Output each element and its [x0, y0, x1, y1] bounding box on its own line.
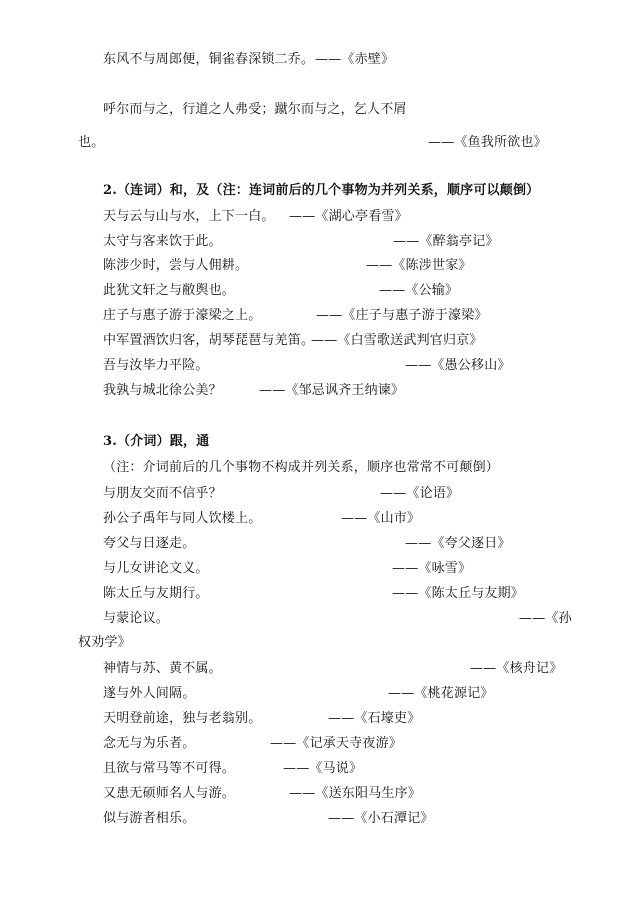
source-citation: ——《白雪歌送武判官归京》 [311, 333, 483, 348]
source-citation: ——《邹忌讽齐王纳谏》 [259, 383, 405, 398]
source-citation: ——《石壕吏》 [328, 711, 421, 726]
text-line: 又患无硕师名人与游。 [103, 786, 236, 801]
text-line: 孙公子禹年与同人饮楼上。 [103, 511, 262, 526]
source-citation: ——《论语》 [380, 486, 460, 501]
source-citation: ——《记承天寺夜游》 [270, 736, 403, 751]
text-line: 中军置酒饮归客，胡琴琵琶与羌笛。 [103, 333, 315, 348]
section-note: （注：介词前后的几个事物不构成并列关系，顺序也常常不可颠倒） [103, 460, 500, 475]
text-line: 陈太丘与友期行。 [103, 586, 209, 601]
source-citation: ——《夸父逐日》 [405, 536, 511, 551]
source-citation: ——《核舟记》 [470, 661, 563, 676]
text-line: 吾与汝毕力平险。 [103, 358, 209, 373]
text-line: 天与云与山与水，上下一白。 [103, 209, 275, 224]
text-line: 东风不与周郎便，铜雀春深锁二乔。 [103, 52, 315, 67]
text-line: 太守与客来饮于此。 [103, 234, 222, 249]
text-line: 似与游者相乐。 [103, 811, 196, 826]
source-citation: ——《孙 [519, 611, 572, 626]
source-citation: ——《鱼我所欲也》 [428, 135, 547, 150]
text-line: 神情与苏、黄不属。 [103, 661, 222, 676]
source-citation: ——《醉翁亭记》 [393, 234, 499, 249]
text-line: 与朋友交而不信乎？ [103, 486, 222, 501]
source-citation: 权劝学》 [78, 635, 131, 650]
source-citation: ——《愚公移山》 [405, 358, 511, 373]
source-citation: ——《陈涉世家》 [366, 258, 472, 273]
text-line: 遂与外人间隔。 [103, 686, 196, 701]
text-line: 夸父与日逐走。 [103, 536, 196, 551]
source-citation: ——《咏雪》 [392, 561, 472, 576]
text-line: 呼尔而与之，行道之人弗受；蹴尔而与之，乞人不屑 [103, 102, 407, 117]
text-line: 天明登前途，独与老翁别。 [103, 711, 262, 726]
text-line: 也。 [78, 135, 105, 150]
source-citation: ——《送东阳马生序》 [289, 786, 422, 801]
section-heading: 2.（连词）和，及（注：连词前后的几个事物为并列关系，顺序可以颠倒） [103, 183, 540, 198]
text-line: 陈涉少时，尝与人佣耕。 [103, 258, 249, 273]
section-heading: 3.（介词）跟，通 [103, 434, 210, 449]
source-citation: ——《小石潭记》 [328, 811, 434, 826]
source-citation: ——《湖心亭看雪》 [289, 209, 408, 224]
text-line: 与蒙论议。 [103, 611, 170, 626]
text-line: 我孰与城北徐公美？ [103, 383, 222, 398]
source-citation: ——《陈太丘与友期》 [392, 586, 525, 601]
source-citation: ——《山市》 [341, 511, 421, 526]
source-citation: ——《赤壁》 [315, 52, 395, 67]
source-citation: ——《公输》 [379, 283, 459, 298]
text-line: 庄子与惠子游于濠梁之上。 [103, 308, 262, 323]
text-line: 与儿女讲论文义。 [103, 561, 209, 576]
source-citation: ——《桃花源记》 [388, 686, 494, 701]
source-citation: ——《马说》 [283, 761, 363, 776]
source-citation: ——《庄子与惠子游于濠梁》 [316, 308, 488, 323]
text-line: 此犹文轩之与敝舆也。 [103, 283, 236, 298]
text-line: 念无与为乐者。 [103, 736, 196, 751]
text-line: 且欲与常马等不可得。 [103, 761, 236, 776]
